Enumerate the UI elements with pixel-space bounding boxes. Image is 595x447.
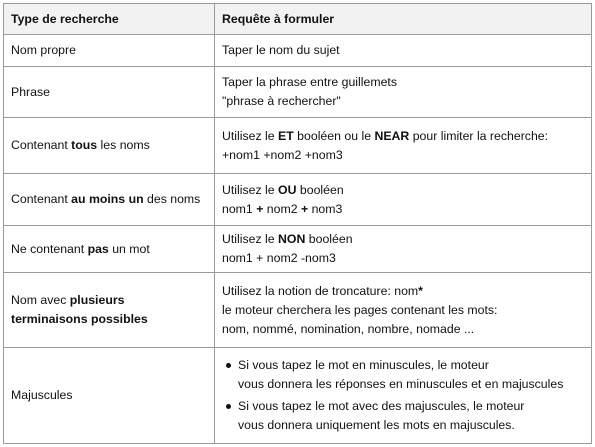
- list-item: [238, 356, 585, 394]
- bold-text: NON: [278, 232, 306, 246]
- text-run: Utilisez le: [222, 128, 279, 143]
- table-row: [4, 118, 592, 174]
- bold-text: plusieurs: [69, 293, 125, 307]
- bold-text: +: [300, 201, 309, 216]
- text-run: Taper la phrase entre guillemets: [222, 75, 397, 89]
- query-cell: [215, 226, 592, 273]
- text-run: le moteur cherchera les pages contenant les mots:: [222, 302, 498, 317]
- bold-text: *: [418, 283, 423, 298]
- header-search-type: Type de recherche: [4, 4, 215, 35]
- search-type-cell: [4, 226, 215, 273]
- table-row: [4, 67, 592, 118]
- cell-line: [222, 146, 585, 165]
- cell-line: [222, 230, 585, 249]
- cell-line: vous donnera uniquement les mots en majuscules.: [238, 418, 515, 432]
- cell-line: [222, 73, 585, 92]
- cell-line: [222, 41, 585, 60]
- bullet-list: [222, 356, 585, 435]
- text-run: booléen ou le: [293, 128, 375, 143]
- query-cell: [215, 67, 592, 118]
- cell-line: [11, 291, 208, 310]
- search-type-cell: [4, 348, 215, 444]
- search-type-cell: [4, 67, 215, 118]
- cell-line: [222, 249, 585, 268]
- text-run: Utilisez le: [222, 232, 279, 246]
- text-run: les noms: [97, 138, 150, 152]
- text-run: un mot: [108, 241, 150, 256]
- cell-line: [11, 310, 208, 329]
- cell-line: [222, 200, 585, 219]
- cell-line: Si vous tapez le mot avec des majuscules, le moteur: [238, 399, 525, 413]
- cell-line: [222, 320, 585, 339]
- text-run: Utilisez la notion de troncature: nom: [222, 283, 419, 298]
- search-type-cell: [4, 174, 215, 226]
- text-run: Taper le nom du sujet: [222, 43, 340, 57]
- text-run: Majuscules: [11, 388, 73, 402]
- cell-line: [222, 127, 585, 146]
- text-run: booléen: [296, 182, 344, 197]
- text-run: booléen: [305, 232, 353, 246]
- cell-line: [222, 92, 585, 111]
- list-item: [238, 397, 585, 435]
- header-row: [4, 4, 592, 35]
- search-type-cell: [4, 35, 215, 67]
- cell-line: Si vous tapez le mot en minuscules, le moteur: [238, 358, 489, 372]
- query-cell: [215, 348, 592, 444]
- cell-line: vous donnera les réponses en minuscules et en majuscules: [238, 377, 564, 391]
- text-run: des noms: [143, 192, 201, 206]
- bold-text: ET: [278, 128, 294, 143]
- bold-text: pas: [87, 241, 109, 256]
- bold-text: NEAR: [374, 128, 410, 143]
- text-run: Nom propre: [11, 43, 76, 57]
- text-run: nom1: [222, 201, 257, 216]
- text-run: pour limiter la recherche:: [409, 128, 549, 143]
- cell-line: [222, 301, 585, 320]
- bold-text: terminaisons possibles: [11, 312, 148, 326]
- query-cell: [215, 35, 592, 67]
- text-run: +nom1 +nom2 +nom3: [222, 147, 343, 162]
- bold-text: OU: [278, 182, 297, 197]
- search-type-cell: [4, 273, 215, 348]
- query-cell: [215, 174, 592, 226]
- text-run: "phrase à rechercher": [222, 94, 341, 108]
- search-syntax-table: [3, 3, 592, 444]
- text-run: nom, nommé, nomination, nombre, nomade ...: [222, 321, 475, 336]
- text-run: nom2: [263, 201, 301, 216]
- text-run: Contenant: [11, 192, 72, 206]
- bold-text: au moins un: [71, 192, 144, 206]
- header-query: Requête à formuler: [215, 4, 592, 35]
- cell-line: [222, 181, 585, 200]
- table-row: [4, 174, 592, 226]
- bold-text: +: [256, 201, 264, 216]
- text-run: Nom avec: [11, 293, 70, 307]
- query-cell: [215, 273, 592, 348]
- text-run: nom3: [308, 201, 343, 216]
- text-run: Ne contenant: [11, 241, 88, 256]
- text-run: Contenant: [11, 138, 72, 152]
- table-row: [4, 273, 592, 348]
- table-row: [4, 226, 592, 273]
- table-row: [4, 35, 592, 67]
- text-run: nom1 + nom2 -nom3: [222, 251, 336, 265]
- text-run: Phrase: [11, 84, 50, 99]
- cell-line: [222, 282, 585, 301]
- text-run: Utilisez le: [222, 182, 279, 197]
- bold-text: tous: [71, 138, 98, 152]
- table-row: [4, 348, 592, 444]
- query-cell: [215, 118, 592, 174]
- search-type-cell: [4, 118, 215, 174]
